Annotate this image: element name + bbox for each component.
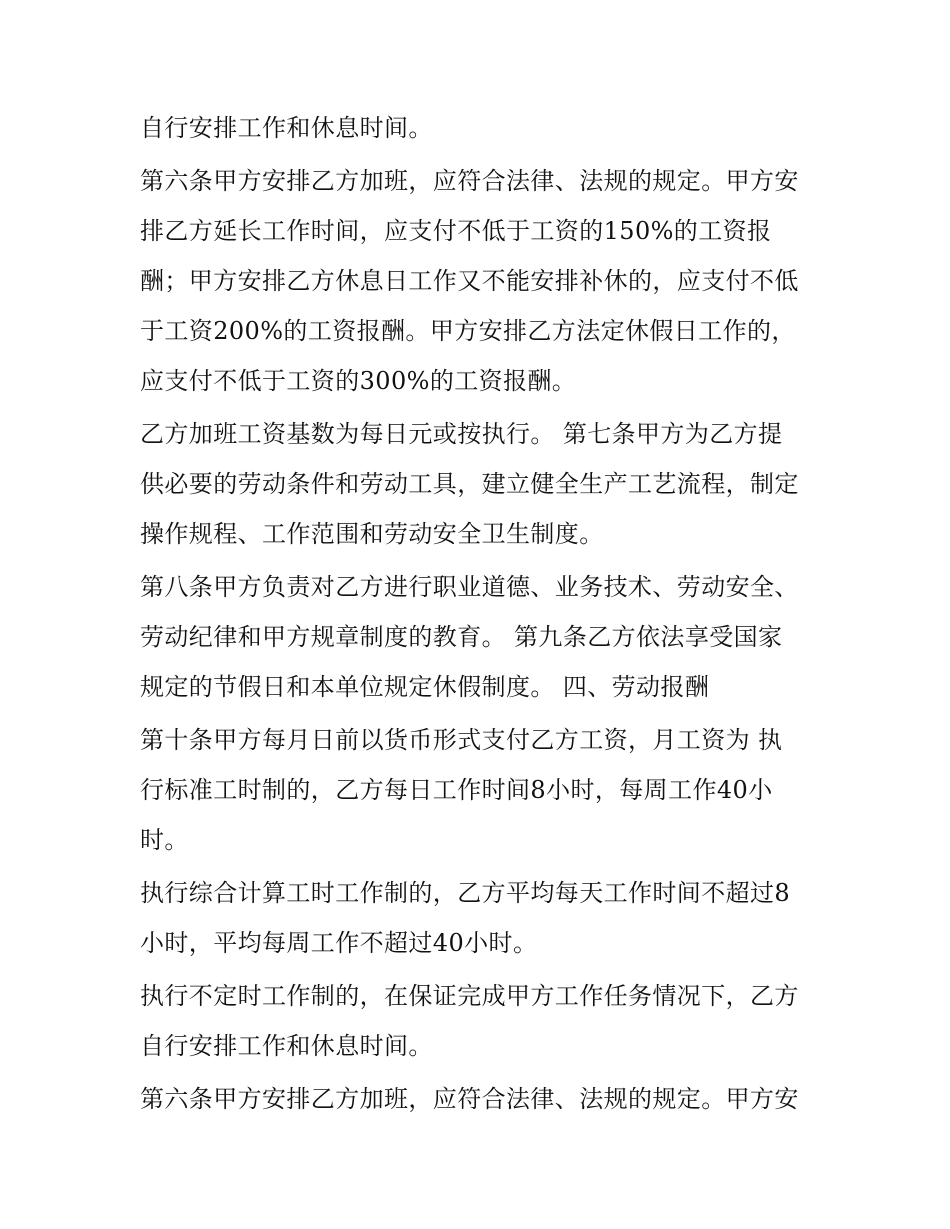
text-line: 乙方加班工资基数为每日元或按执行。 第七条甲方为乙方提 bbox=[140, 420, 783, 448]
text-line: 第十条甲方每月日前以货币形式支付乙方工资，月工资为 执 bbox=[140, 726, 783, 754]
text-line: 排乙方延长工作时间，应支付不低于工资的150%的工资报 bbox=[140, 217, 772, 245]
text-line: 应支付不低于工资的300%的工资报酬。 bbox=[140, 367, 577, 395]
text-line: 供必要的劳动条件和劳动工具，建立健全生产工艺流程，制定 bbox=[140, 470, 799, 498]
text-line: 酬；甲方安排乙方休息日工作又不能安排补休的，应支付不低 bbox=[140, 267, 799, 295]
text-line: 自行安排工作和休息时间。 bbox=[140, 114, 433, 142]
text-line: 执行综合计算工时工作制的，乙方平均每天工作时间不超过8 bbox=[140, 879, 791, 907]
text-line: 执行不定时工作制的，在保证完成甲方工作任务情况下，乙方 bbox=[140, 982, 799, 1010]
text-line: 第八条甲方负责对乙方进行职业道德、业务技术、劳动安全、 bbox=[140, 573, 799, 601]
text-line: 行标准工时制的，乙方每日工作时间8小时，每周工作40小 bbox=[140, 776, 773, 804]
text-line: 第六条甲方安排乙方加班，应符合法律、法规的规定。甲方安 bbox=[140, 167, 799, 195]
text-line: 劳动纪律和甲方规章制度的教育。 第九条乙方依法享受国家 bbox=[140, 623, 783, 651]
text-line: 规定的节假日和本单位规定休假制度。 四、劳动报酬 bbox=[140, 673, 710, 701]
text-line: 自行安排工作和休息时间。 bbox=[140, 1032, 433, 1060]
text-line: 小时，平均每周工作不超过40小时。 bbox=[140, 929, 538, 957]
text-line: 时。 bbox=[140, 826, 189, 854]
text-line: 于工资200%的工资报酬。甲方安排乙方法定休假日工作的， bbox=[140, 317, 796, 345]
text-line: 操作规程、工作范围和劳动安全卫生制度。 bbox=[140, 520, 604, 548]
text-line: 第六条甲方安排乙方加班，应符合法律、法规的规定。甲方安 bbox=[140, 1085, 799, 1113]
